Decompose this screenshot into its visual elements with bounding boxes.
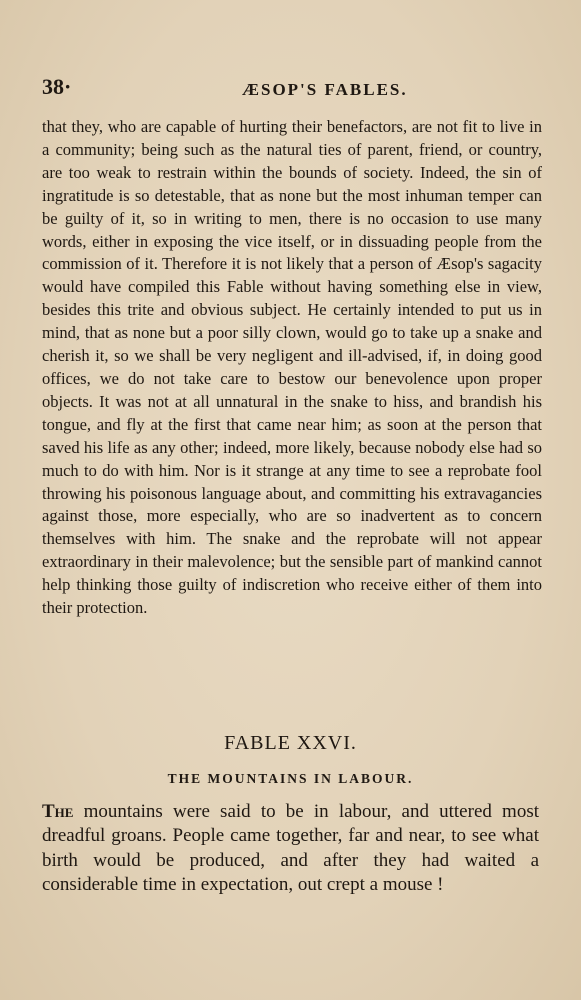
fable-paragraph — [42, 800, 539, 897]
fable-title: FABLE XXVI. — [224, 732, 357, 754]
body-paragraph: that they, who are capable of hurting their benefactors, are not fit to live in a community; being such as the natural ties of parent, friend, or country, are too weak to restrain within the bounds of society. Indeed, the sin of ingratitude is so detestable, that as none but the most inhuman temper can be guilty of it, so in writing to men, there is no occasion to use many words, either in exposing the vice itself, or in dissuading people from the commission of it. Therefore it is not likely that a person of Æsop's sagacity would have compiled this Fable without having something else in view, besides this trite and obvious subject. He certainly intended to put us in mind, that as none but a poor silly clown, would go to take up a snake and cherish it, so we shall be very negligent and ill-advised, if, in doing good offices, we do not take care to bestow our benevolence upon proper objects. It was not at all unnatural in the snake to hiss, and brandish his tongue, and fly at the first that came near him; as soon at the person that saved his life as any other; indeed, more likely, because nobody else had so much to do with him. Nor is it strange at any time to see a reprobate fool throwing his poisonous language about, and committing his extravagancies against those, more especially, who are so inadvertent as to concern themselves with him. The snake and the reprobate will not appear extraordinary in their malevolence; but the sensible part of mankind cannot help thinking those guilty of indiscretion who receive either of them into their protection. — [42, 117, 542, 618]
fable-body-text: mountains were said to be in labour, and uttered most dreadful groans. People came together, far and near, to see what birth would be produced, and after they had waited a considerable time in expectation, out crept a mouse ! — [42, 801, 539, 895]
fable-subtitle: THE MOUNTAINS IN LABOUR. — [167, 771, 414, 786]
page-number: 38· — [42, 74, 72, 99]
running-head: ÆSOP'S FABLES. — [242, 80, 408, 99]
fable-lead-word: The — [42, 801, 74, 822]
page-header — [42, 74, 547, 102]
